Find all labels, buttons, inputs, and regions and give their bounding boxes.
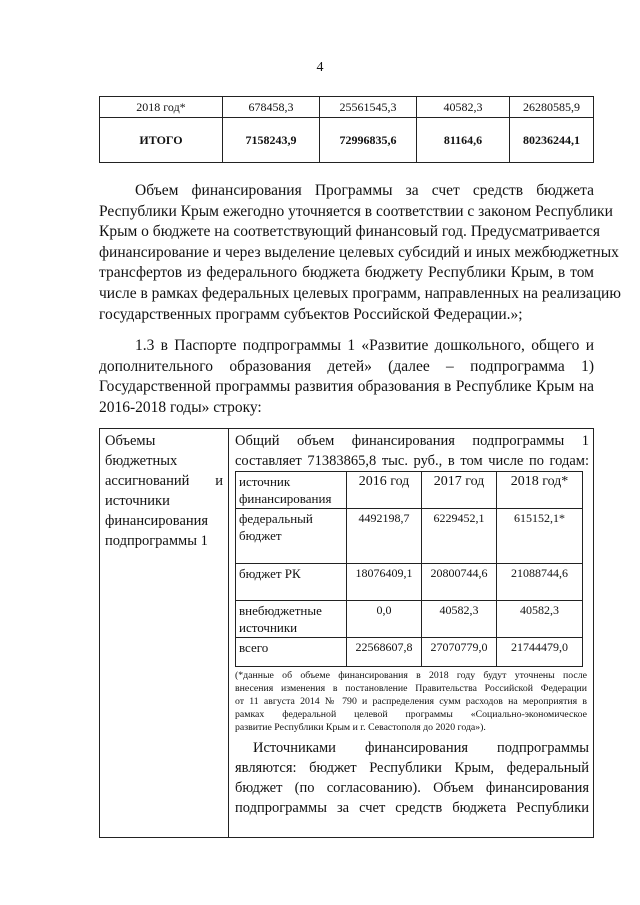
text-line: трансфертов из федерального бюджета бюджету Республики Крым, в том — [99, 264, 594, 282]
text-line: от 11 августа 2014 № 790 и распределения сумм расходов на мероприятия в — [235, 696, 587, 707]
text-line: Источниками финансирования подпрограммы — [253, 740, 589, 756]
text-line: Объемы — [105, 433, 156, 449]
table-cell: 678458,3 — [223, 97, 320, 118]
text-line: бюджет (по согласованию). Объем финансирования — [235, 780, 589, 796]
table-cell: 7158243,9 — [223, 118, 320, 163]
text-line: финансирование и через выделение целевых субсидий и иных межбюджетных — [99, 243, 619, 261]
text-line: Республики Крым ежегодно уточняется в соответствии с законом Республики — [99, 202, 613, 220]
table-row — [100, 97, 594, 118]
table-header-cell: 2018 год* — [497, 472, 583, 509]
table-cell: 20800744,6 — [422, 564, 497, 601]
table-header-cell: 2017 год — [422, 472, 497, 509]
table-cell: 25561545,3 — [320, 97, 417, 118]
financing-paragraph — [99, 181, 621, 325]
text-line: ассигнований и — [105, 473, 223, 489]
table-cell: 22568607,8 — [347, 638, 422, 667]
text-line: внесения изменения в постановление Правительства Российской Федерации — [235, 683, 587, 694]
text-line: государственных программ субъектов Российской Федерации.»; — [99, 305, 523, 323]
text-line: Общий объем финансирования подпрограммы 1 — [235, 433, 589, 449]
table-cell: всего — [236, 638, 347, 667]
table-row — [236, 509, 583, 564]
footnote — [229, 667, 593, 734]
table-cell: 27070779,0 — [422, 638, 497, 667]
table-cell: 40582,3 — [417, 97, 510, 118]
text-line: 2016-2018 годы» строку: — [99, 398, 262, 416]
text-line: (*данные об объеме финансирования в 2018 году будут уточнены после — [235, 670, 587, 681]
sources-paragraph — [229, 734, 593, 818]
table-cell: 0,0 — [347, 601, 422, 638]
text-line: подпрограммы за счет средств бюджета Республики — [235, 800, 589, 816]
table-cell: 18076409,1 — [347, 564, 422, 601]
text-line: являются: бюджет Республики Крым, федеральный — [235, 760, 589, 776]
text-line: источники — [105, 493, 170, 509]
table-cell: ИТОГО — [100, 118, 223, 163]
text-line: Крым о бюджете на соответствующий финансовый год. Предусматривается — [99, 223, 600, 241]
financing-by-year-table — [235, 471, 583, 667]
table-cell: 26280585,9 — [510, 97, 594, 118]
passport-content-cell — [229, 429, 594, 838]
text-line: финансирования — [105, 513, 209, 529]
table-header-cell: источник финансирования — [236, 472, 347, 509]
table-cell: 21088744,6 — [497, 564, 583, 601]
table-row-total — [100, 118, 594, 163]
text-line: бюджетных — [105, 453, 178, 469]
text-line: составляет 71383865,8 тыс. руб., в том числе по годам: — [235, 453, 589, 469]
table-cell: федеральный бюджет — [236, 509, 347, 564]
table-cell: 615152,1* — [497, 509, 583, 564]
table-cell: 40582,3 — [422, 601, 497, 638]
passport-table — [99, 428, 594, 838]
text-line: Объем финансирования Программы за счет средств бюджета — [135, 182, 594, 199]
text-line: числе в рамках федеральных целевых программ, направленных на реализацию — [99, 284, 621, 302]
table-row — [236, 601, 583, 638]
text-line: дополнительного образования детей» (далее – подпрограмма 1) — [99, 357, 594, 375]
text-line: Государственной программы развития образования в Республике Крым на — [99, 378, 594, 396]
table-row-total — [236, 638, 583, 667]
passport-intro — [229, 429, 593, 471]
page-number: 4 — [316, 60, 324, 75]
text-line: рамках федеральной целевой программы «Социально-экономическое — [235, 709, 587, 720]
table-cell: бюджет РК — [236, 564, 347, 601]
table-header-row — [236, 472, 583, 509]
table-header-cell: 2016 год — [347, 472, 422, 509]
table-cell: 72996835,6 — [320, 118, 417, 163]
passport-label-cell — [100, 429, 229, 838]
table-cell: 2018 год* — [100, 97, 223, 118]
table-cell: 80236244,1 — [510, 118, 594, 163]
financing-summary-table — [99, 96, 594, 163]
text-line: подпрограммы 1 — [105, 533, 208, 549]
table-cell: 4492198,7 — [347, 509, 422, 564]
text-line: 1.3 в Паспорте подпрограммы 1 «Развитие дошкольного, общего и — [135, 337, 594, 354]
table-cell: 6229452,1 — [422, 509, 497, 564]
table-cell: 40582,3 — [497, 601, 583, 638]
table-cell: 21744479,0 — [497, 638, 583, 667]
passport-label — [100, 429, 228, 551]
text-line: развитие Республики Крым и г. Севастополя до 2020 года»). — [235, 722, 486, 733]
table-cell: 81164,6 — [417, 118, 510, 163]
passport-row — [100, 429, 594, 838]
table-row — [236, 564, 583, 601]
amendment-paragraph — [99, 336, 594, 418]
table-cell: внебюджетные источники — [236, 601, 347, 638]
